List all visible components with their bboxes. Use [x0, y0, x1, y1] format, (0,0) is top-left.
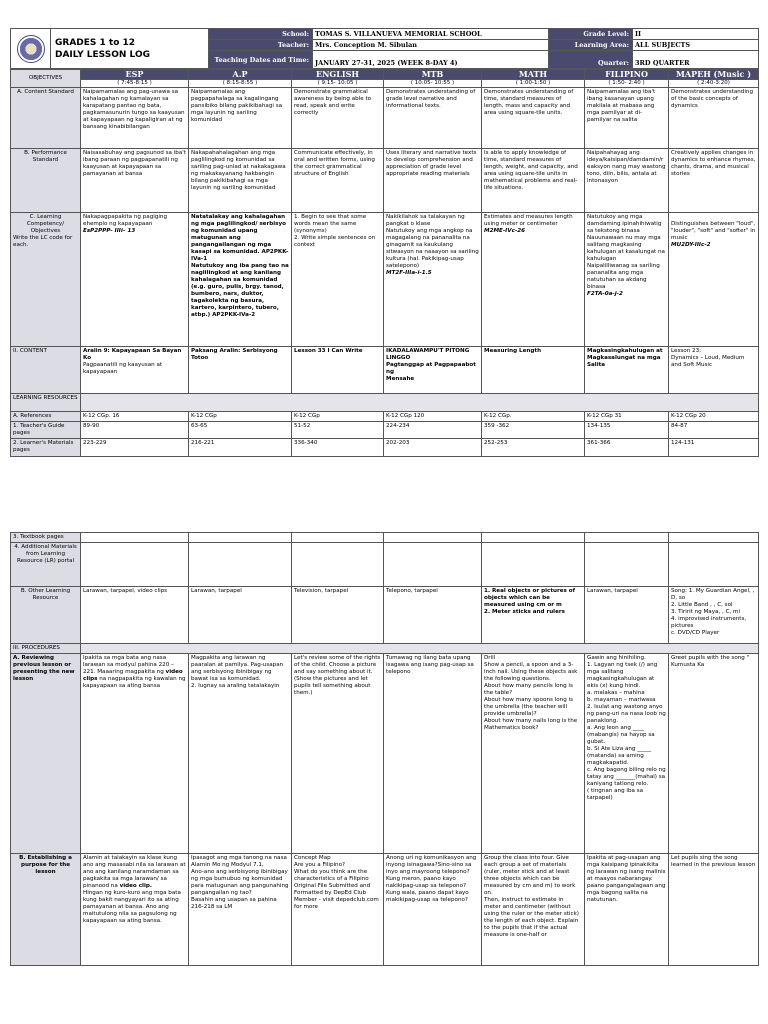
review-mtb: Tumawag ng ilang bata upang isagawa ang isang pag-usap sa telepono	[384, 654, 482, 854]
content-ap: Paksang Aralin: Serbisyong Totoo	[189, 347, 292, 394]
purpose-esp-part-3: Hingan ng kuro-kuro ang mga bata kung bakit nangyayari ito sa ating pamayanan at bansa. Ano ang maitutulong nila sa pagsulong ng kapayapaan sa ating bansa.	[83, 890, 181, 924]
textbook-esp	[81, 533, 189, 543]
ref-math: K-12 CGp.	[482, 412, 585, 422]
quarter-label: Quarter:	[549, 51, 633, 69]
competency-esp	[81, 213, 189, 347]
review-esp-video-clips: video clips	[83, 669, 183, 682]
deped-seal-icon	[17, 35, 45, 63]
resources-row	[81, 394, 759, 412]
ref-ap: K-12 CGp	[189, 412, 292, 422]
purpose-math: Group the class into four. Give each group a set of materials (ruler, meter stick and at least three objects which can be measured by cm and m) to work on. Then, instruct to estimate in meter and centimeter (without using the ruler or the meter stick) the length of each object. Explain to the pupils that if the actual measure is one-half or	[482, 854, 585, 966]
ref-mapeh: K-12 CGp 20	[669, 412, 759, 422]
dates-value: JANUARY 27-31, 2025 (WEEK 8-DAY 4)	[313, 51, 549, 69]
tg-ap: 63-65	[189, 422, 292, 439]
content-standard-mtb: Demonstrates understanding of grade level narrative and informational texts.	[384, 88, 482, 149]
log-title	[51, 29, 209, 69]
other-english: Television, tarpapel	[292, 587, 384, 644]
competency-mapeh	[669, 213, 759, 347]
grade-value: II	[633, 29, 759, 40]
grade-label: Grade Level:	[549, 29, 633, 40]
additional-mtb	[384, 543, 482, 587]
other-resource-label: B. Other Learning Resource	[11, 587, 81, 644]
subject-mapeh: MAPEH (Music )	[669, 70, 759, 80]
ref-esp: K-12 CGp. 16	[81, 412, 189, 422]
lm-mtb: 202-203	[384, 439, 482, 457]
additional-mapeh	[669, 543, 759, 587]
content-english: Lesson 33 I Can Write	[292, 347, 384, 394]
ref-mtb: K-12 CGp 120	[384, 412, 482, 422]
textbook-ap	[189, 533, 292, 543]
content-standard-english: Demonstrate grammatical awareness by being able to read, speak and write correctly	[292, 88, 384, 149]
competency-label-cell	[11, 213, 81, 347]
content-standard-mapeh: Demonstrates understanding of the basic concepts of dynamics	[669, 88, 759, 149]
purpose-ap: Ipasagot ang mga tanong na nasa Alamin Mo ng Modyul 7.1, Ano-ano ang serbisyong ibinibigay ng mga bumubuo ng komunidad para matugunan ang pangunahing pangangailan ng tao? Basahin ang usapan sa pahina 216-218 sa LM	[189, 854, 292, 966]
lm-ap: 216-221	[189, 439, 292, 457]
content-standard-ap: Naipamamalas ang pagpapahalaga sa kagalingang pansibiko bilang pakikibahagi sa mga layunin ng sariling komunidad	[189, 88, 292, 149]
tg-esp: 89-90	[81, 422, 189, 439]
other-ap: Larawan, tarpapel	[189, 587, 292, 644]
purpose-esp-part-1: Alamin at talakayin sa klase kung ano ang masasabi nila sa larawan at ano ang kanilang naramdaman sa pagkakita sa mga larawan/ sa pinanood na	[83, 855, 186, 889]
content-standard-filipino: Naipamamalas ang iba't ibang kasanayan upang makilala at mabasa ang mga pamilyar at di-pamilyar na salita	[585, 88, 669, 149]
resources-label: LEARNING RESOURCES	[11, 394, 81, 412]
time-math: ( 1:00-1:50 )	[482, 80, 585, 88]
competency-english: 1. Begin to see that some words mean the same (synonyms) 2. Write simple sentences on context	[292, 213, 384, 347]
competency-filipino-code: F2TA-0a-j-2	[587, 291, 623, 297]
textbook-english	[292, 533, 384, 543]
other-filipino: Larawan, tarpapel	[585, 587, 669, 644]
title-line-1: GRADES 1 to 12	[55, 37, 136, 48]
other-math: 1. Real objects or pictures of objects which can be measured using cm or m 2. Meter sticks and rulers	[482, 587, 585, 644]
purpose-mtb: Anong uri ng komunikasyon ang inyong isinagawa?Sino-sino sa inyo ang mayroong telepono? Kung meron, paano kayo nakikipag-usap sa telepono? Kung wala, paano dapat kayo makikipag-usap sa telepono?	[384, 854, 482, 966]
purpose-english: Concept Map Are you a Filipino? What do you think are the characteristics of a Filipino Original File Submitted and Formatted by DepEd Club Member - visit depedclub.com for more	[292, 854, 384, 966]
performance-standard-label: B. Performance Standard	[11, 149, 81, 213]
additional-esp	[81, 543, 189, 587]
textbook-mapeh	[669, 533, 759, 543]
tg-mapeh: 84-87	[669, 422, 759, 439]
other-mtb: Telepono, tarpapel	[384, 587, 482, 644]
performance-standard-filipino: Naipahahayag ang ideya/kaisipan/damdamin/reaksyon nang may wastong tono, diin, bilis, antala at intonasyon	[585, 149, 669, 213]
competency-math-text: Estimates and measures length using meter or centimeter	[484, 214, 573, 227]
additional-english	[292, 543, 384, 587]
performance-standard-ap: Nakapahahalagahan ang mga paglilingkod ng komunidad sa sariling pag-unlad at nakakagawa ng makakayanang hakbangin bilang pakikibahagi sa mga layunin ng sariling komunidad	[189, 149, 292, 213]
objectives-header: OBJECTIVES	[11, 70, 81, 88]
subject-ap: A.P	[189, 70, 292, 80]
competency-mtb-code: MT2F-IIIa-i-1.5	[386, 270, 432, 276]
additional-label: 4. Additional Materials from Learning Resource (LR) portal	[11, 543, 81, 587]
school-value: TOMAS S. VILLANUEVA MEMORIAL SCHOOL	[313, 29, 549, 40]
purpose-filipino: Ipakita at pag-usapan ang mga kaisipang ipinakikita ng larawan ng isang malinis at maayos nabarangay. paano pangangalagaan ang mga bagong salita na natutunan.	[585, 854, 669, 966]
tg-english: 51-52	[292, 422, 384, 439]
competency-filipino-text: Natutukoy ang mga damdaming ipinahihiwatig sa tekstong binasa Nauunawaan nu may mga salitang magkasing kahulugan at kasalungat na kahulugan Naipalilliwanag sa sariling pananalita ang mga natutuhan sa akdang binasa	[587, 214, 665, 290]
purpose-esp	[81, 854, 189, 966]
review-esp-part-1: Ipakita sa mga bata ang nasa larawan sa modyul pahina 220 – 221. Maaaring magpakita ng	[83, 655, 174, 675]
subject-filipino: FILIPINO	[585, 70, 669, 80]
area-label: Learning Area:	[549, 40, 633, 51]
lm-english: 336-340	[292, 439, 384, 457]
competency-math	[482, 213, 585, 347]
ref-filipino: K-12 CGp 31	[585, 412, 669, 422]
competency-esp-text: Nakapagpapakita ng pagiging ehemplo ng kapayapaan	[83, 214, 168, 227]
subject-mtb: MTB	[384, 70, 482, 80]
content-esp-title: Aralin 9: Kapayapaan Sa Bayan Ko	[83, 348, 182, 361]
other-esp: Larawan, tarpapel, video clips	[81, 587, 189, 644]
lm-esp: 223-229	[81, 439, 189, 457]
tg-math: 359 -362	[482, 422, 585, 439]
deped-seal-cell	[11, 29, 51, 69]
review-mapeh: Greet pupils with the song " Kumusta Ka	[669, 654, 759, 854]
subject-english: ENGLISH	[292, 70, 384, 80]
content-filipino: Magkasingkahulugan at Magkasalungat na mga Salita	[585, 347, 669, 394]
procedures-label: III. PROCEDURES	[11, 644, 81, 654]
lm-mapeh: 124-131	[669, 439, 759, 457]
time-mtb: ( 10:05- 10:55 )	[384, 80, 482, 88]
content-esp	[81, 347, 189, 394]
subject-math: MATH	[482, 70, 585, 80]
purpose-esp-video-clip: video clip.	[119, 883, 152, 889]
lesson-log-page-1	[10, 28, 758, 457]
tg-mtb: 224-234	[384, 422, 482, 439]
ref-english: K-12 CGp	[292, 412, 384, 422]
lm-math: 252-253	[482, 439, 585, 457]
lesson-table-2	[10, 532, 759, 966]
quarter-value: 3RD QUARTER	[633, 51, 759, 69]
content-standard-label: A. Content Standard	[11, 88, 81, 149]
tg-label: 1. Teacher's Guide pages	[11, 422, 81, 439]
performance-standard-mtb: Uses literary and narrative texts to develop comprehension and appreciation of grade level appropriate reading materials	[384, 149, 482, 213]
performance-standard-esp: Naisasabuhay ang pagsunod sa iba't ibang paraan ng pagpapanatili ng kaayusan at kapayapaan sa pamayanan at bansa	[81, 149, 189, 213]
competency-note: Write the LC code for each.	[13, 235, 73, 248]
review-label: A. Reviewing previous lesson or presenting the new lesson	[11, 654, 81, 854]
textbook-label: 3. Textbook pages	[11, 533, 81, 543]
content-standard-math: Demonstrates understanding of time, standard measures of length, mass and capacity and area using square-tile units.	[482, 88, 585, 149]
title-line-2: DAILY LESSON LOG	[55, 49, 150, 60]
review-filipino: Gawin ang hinihiling. 1. Lagyan ng tsek (/) ang mga salitang magkasingkahulugan at ekis (x) kung hindi. a. malakas – mahina b. mayaman – mariwasa 2. Isulat ang wastong anyo ng pang-uri na nasa loob ng panaklong. a. Ang leon ang ____ (mabangis) na hayop sa gubat. b. Si Ate Liza ang _____ (matanda) sa aming magkakapatid. c. Ang bagong biling relo ng tatay ang _______(mahal) sa kaniyang tatlong relo. ( tingnan ang iba sa tarpapel)	[585, 654, 669, 854]
time-english: ( 9:15- 10:05 )	[292, 80, 384, 88]
lm-label: 2. Learner's Materials pages	[11, 439, 81, 457]
textbook-mtb	[384, 533, 482, 543]
time-ap: ( 8:15-8:55 )	[189, 80, 292, 88]
lesson-log-page-2	[10, 532, 758, 966]
competency-ap: Natatalakay ang kahalagahan ng mga paglilingkod/ serbisyo ng komunidad upang matugunan ang pangangailangan ng mga kasapi sa komunidad. AP2PKK-IVa-1 Natutukoy ang iba pang tao na naglilingkod at ang kanilang kahalagahan sa komunidad (e.g. guro, pulis, brgy. tanod, bumbero, nars, duktor, tagakolekta ng basura, kartero, karpintero, tubero, atbp.) AP2PKK-IVa-2	[189, 213, 292, 347]
teacher-label: Teacher:	[209, 40, 313, 51]
content-esp-text: Pagpaanatili ng kaayusan at kapayapaan	[83, 362, 163, 375]
performance-standard-english: Communicate effectively, in oral and written forms, using the correct grammatical structure of English	[292, 149, 384, 213]
review-english: Let's review some of the rights of the child. Choose a picture and say something about it. (Show the pictures and let pupils tell something about them.)	[292, 654, 384, 854]
dates-label: Teaching Dates and Time:	[209, 51, 313, 69]
competency-label: C. Learning Competency/ Objectives	[26, 214, 65, 234]
competency-esp-code: EsP2PPP- IIIi– 13	[83, 228, 136, 234]
content-math: Measuring Length	[482, 347, 585, 394]
purpose-mapeh: Let pupils sing the song learned in the previous lesson	[669, 854, 759, 966]
content-mapeh: Lesson 23: Dynamics – Loud, Medium and Soft Music	[669, 347, 759, 394]
review-esp	[81, 654, 189, 854]
purpose-label: B. Establishing a purpose for the lesson	[11, 854, 81, 966]
performance-standard-mapeh: Creatively applies changes in dynamics to enhance rhymes, chants, drama, and musical stories	[669, 149, 759, 213]
time-esp: ( 7:45-8:15 )	[81, 80, 189, 88]
lesson-table-1	[10, 69, 759, 457]
additional-ap	[189, 543, 292, 587]
competency-mapeh-code: MU2DY-IIIc-2	[671, 242, 711, 248]
tg-filipino: 134-135	[585, 422, 669, 439]
competency-mtb-text: Nakikilahok sa talakayan ng pangkat o klase Natutukoy ang mga angkop na magagalang na pananalita na ginagamit sa kaukulang sitwasyon na naaayon sa sariling kultura (hal. Pakikipag-usap satelepono)	[386, 214, 479, 269]
review-esp-part-3: na nagpapakita ng kawalan ng kapayapaan sa ating bansa	[83, 676, 186, 689]
competency-math-code: M2ME-IVc-26	[484, 228, 525, 234]
review-math: Drill Show a pencil, a spoon and a 3-inch nail. Using these objects ask the following questions. About how many pencils long is the table? About how many spoons long is the umbrella (the teacher will provide umbrella)? About how many nails long is the Mathematics book?	[482, 654, 585, 854]
other-mapeh: Song: 1. My Guardian Angel, , D, so 2. Little Band , , C, sol 3. Tiririt ng Maya, , C, mi 4. improvised instruments, pictures c. DVD/CD Player	[669, 587, 759, 644]
content-label: II. CONTENT	[11, 347, 81, 394]
competency-mapeh-text: Distinguishes between "loud", "louder", "soft" and "softer" in music	[671, 221, 756, 241]
competency-filipino	[585, 213, 669, 347]
time-mapeh: ( 2:40-3:20)	[669, 80, 759, 88]
additional-filipino	[585, 543, 669, 587]
teacher-value: Mrs. Conception M. Sibulan	[313, 40, 549, 51]
content-standard-esp: Naipamamalas ang pag-unawa sa kahalagahan ng kamalayan sa karapatang pantao ng bata, pagkamasunurin tungo sa kaayusan at kapayapaan ng kapaligiran at ng bansang kinabibilangan	[81, 88, 189, 149]
subject-esp: ESP	[81, 70, 189, 80]
competency-mtb	[384, 213, 482, 347]
school-label: School:	[209, 29, 313, 40]
additional-math	[482, 543, 585, 587]
content-mtb: IKADALAWAMPU'T PITONG LINGGO Pagtanggap at Pagpapaabot ng Mensahe	[384, 347, 482, 394]
time-filipino: ( 1:50- 2:40 )	[585, 80, 669, 88]
review-ap: Magpakita ang larawan ng paaralan at pamilya. Pag-usapan ang serbisyong ibinibigay ng bawat isa sa komunidad. 2. Iugnay sa araling tatalakayin	[189, 654, 292, 854]
performance-standard-math: Is able to apply knowledge of time, standard measures of length, weight, and capacity, and area using square-tile units in mathematical problems and real-life situations.	[482, 149, 585, 213]
lm-filipino: 361-366	[585, 439, 669, 457]
references-label: A. References	[11, 412, 81, 422]
header-table	[10, 28, 759, 69]
procedures-row	[81, 644, 759, 654]
textbook-filipino	[585, 533, 669, 543]
textbook-math	[482, 533, 585, 543]
area-value: ALL SUBJECTS	[633, 40, 759, 51]
